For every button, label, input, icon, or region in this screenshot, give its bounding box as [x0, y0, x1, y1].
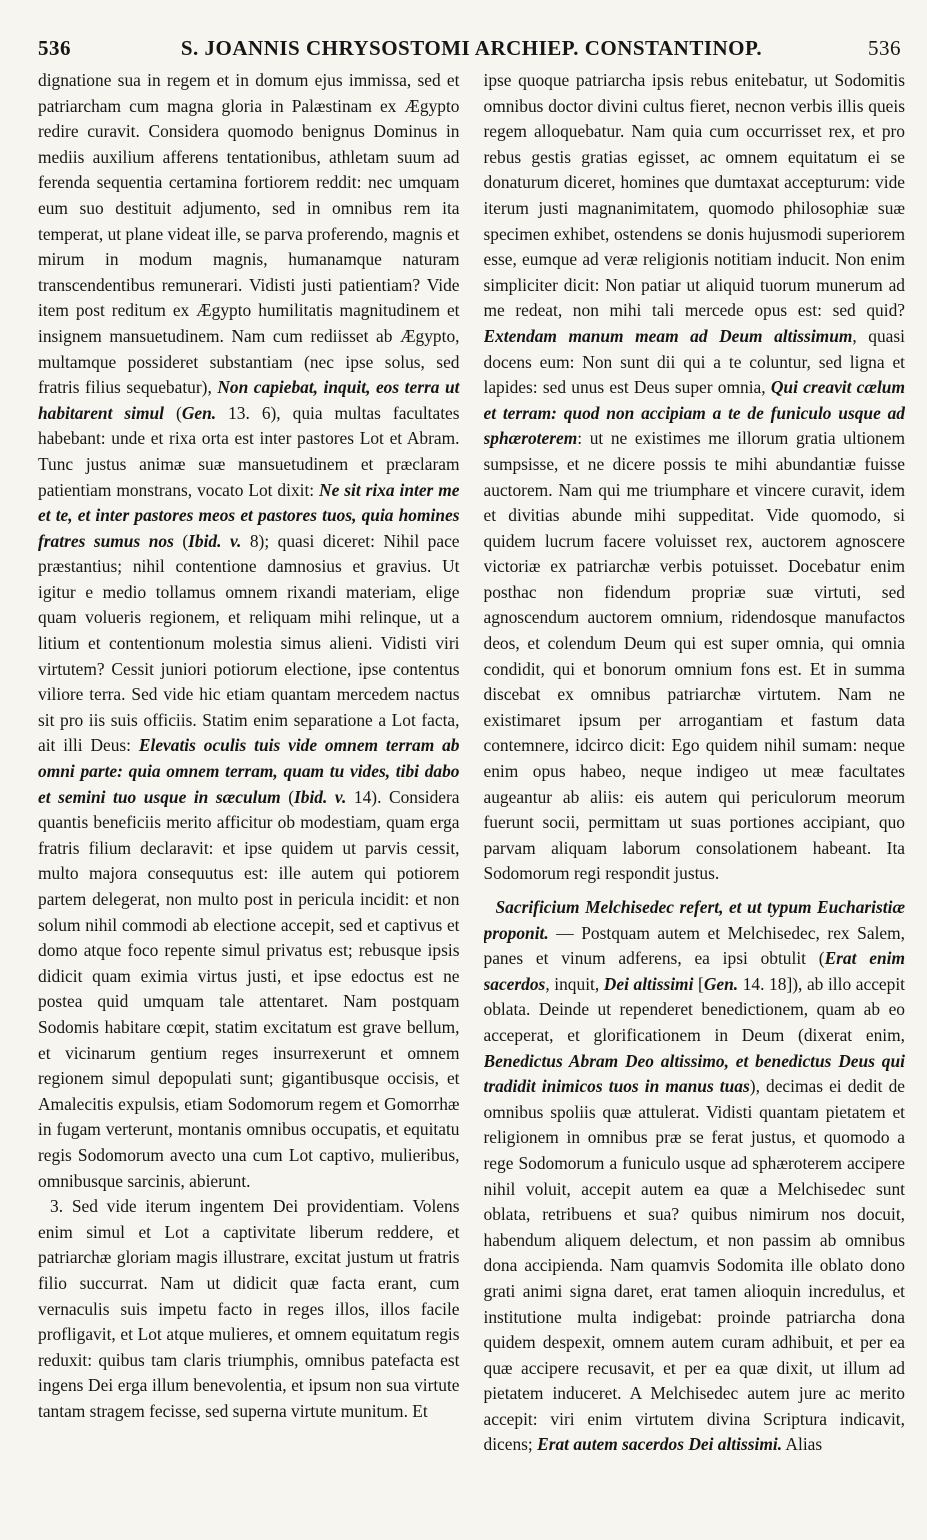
italic-quote: Gen. [703, 973, 739, 994]
italic-quote: Non capiebat, inquit, eos terra ut habitarent simul [38, 377, 460, 423]
italic-quote: Sacrificium Melchisedec refert, et ut typum Eucharistiæ proponit. [483, 897, 905, 943]
text-run: , inquit, [545, 973, 604, 994]
text-run: dignatione sua in regem et in domum ejus immissa, sed et patriarcham cum magna gloria in Palæstinam ex Ægypto redire curavit. Considera quomodo benignus Dominus in mediis auxilium afferens tentationibus, athletam suum ad ferenda sequentia certamina fortiorem reddit: nec umquam eum suo destituit adjumento, sed in omnibus rem ita temperat, ut plane videat ille, se parva proferendo, magnis et mirum in modum magnis, humanamque naturam transcendentibus remunerari. Vidisti justi patientiam? Vide item post reditum ex Ægypto humilitatis magnitudinem et insignem mansuetudinem. Nam cum rediisset ab Ægypto, multamque possideret substantiam (nec ipse solus, sed fratris filius sequebatur), [38, 70, 460, 398]
text-run: : ut ne existimes me illorum gratia ultionem sumpsisse, et ne dicere possis te mihi abundantiæ fuisse auctorem. Nam qui me triumphare et vincere curavit, idem et divitias abunde mihi suppeditat. Vide quomodo, si quidem lucrum facere voluisset rex, auctorem agnoscere victoriæ ex patriarchæ verbis potuisset. Docebatur enim posthac non fidendum propriæ suæ virtuti, sed agnoscendum auctorem omnium, ridendosque manufactos deos, et colendum Deum qui est super omnia, qui omnia condidit, qui et bonorum omnium fons est. Et in summa discebat ex omnibus patriarchæ virtutem. Nam ne existimaret ipsum per arrogantiam et fastum data contemnere, idcirco dicit: Ego quidem nihil sumam: neque enim opus habeo, neque indigeo ut meæ facultates augeantur ab aliis: eis autem qui periculorum meorum fuerunt socii, permittam ut suas portiones accipiant, quo parvam aliquam laborum consolationem habeant. Ita Sodomorum regi respondit justus. [483, 428, 905, 884]
italic-quote: Benedictus Abram Deo altissimo, et benedictus Deus qui tradidit inimicos tuos in manus tuas [483, 1050, 905, 1097]
text-run: ( [280, 786, 295, 807]
text-run: 13. 6), quia multas facultates habebant: unde et rixa orta est inter pastores Lot et Abram. Tunc justus animæ suæ mansuetudinem et præclaram patientiam monstrans, vocato Lot dixit: [38, 402, 460, 500]
text-run: ipse quoque patriarcha ipsis rebus enitebatur, ut Sodomitis omnibus doctor divini cultus fieret, necnon verbis illis queis regem alloquebatur. Nam quia cum occurrisset rex, et pro rebus gestis gratias egisset, ac omnem equitatum ei se donaturum diceret, homines que dumtaxat accepturum: vide iterum justi magnanimitatem, quomodo philosophiæ suæ specimen exhibet, ostendens se donis hujusmodi superiorem esse, eumque ad veræ religionis notitiam inducit. Non enim simpliciter dicit: Non patiar ut aliquid tuorum munerum ad me redeat, non mihi tali mercede opus est: sed quid? [483, 70, 905, 321]
text-run: Alias [782, 1434, 823, 1455]
paragraph [38, 1194, 460, 1424]
italic-quote: Elevatis oculis tuis vide omnem terram ab omni parte: quia omnem terram, quam tu vides, tibi dabo et semini tuo usque in sæculum [38, 735, 460, 807]
running-title: S. JOANNIS CHRYSOSTOMI ARCHIEP. CONSTANTINOP. [180, 36, 763, 60]
italic-quote: Gen. [181, 402, 217, 423]
text-run: ), decimas ei dedit de omnibus spoliis quæ attulerat. Vidisti quantam pietatem et religionem in omnibus præ se ferat justus, et quomodo a rege Sodomorum a funiculo usque ad sphæroterem accipere nihil voluit, accepit autem ea quæ a Melchisedec sunt oblata, retribuens et sua? quibus nimirum nos docuit, habendum aliquem delectum, et non passim ab omnibus dona accipienda. Nam quamvis Sodomita ille oblato dono grati animi signa daret, erat tamen alioquin incredulus, et institutione multa indigebat: proinde patriarcha dona quidem despexit, omnem autem curam adhibuit, et per ea quæ accipere recusavit, et per ea quæ dixit, ut illum ad pietatem induceret. A Melchisedec autem jure ac merito accepit: viri enim virtutem divina Scriptura indicavit, dicens; [483, 1076, 905, 1455]
italic-quote: Ibid. v. [294, 786, 347, 807]
italic-quote: Dei altissimi [603, 973, 694, 994]
text-run: ( [164, 402, 182, 423]
right-column [484, 68, 906, 1538]
italic-quote: Ibid. v. [188, 530, 242, 551]
italic-quote: Erat autem sacerdos Dei altissimi. [537, 1434, 783, 1455]
page-number-left: 536 [38, 36, 71, 60]
paragraph [484, 895, 906, 1458]
running-header [38, 36, 905, 66]
italic-quote: Erat enim sacerdos [483, 948, 905, 994]
left-column [38, 68, 460, 1538]
text-run: 14. 18]), ab illo accepit oblata. Deinde ut rependeret benedictionem, quam ab eo acceperat, et glorificationem in Deum (dixerat enim, [483, 973, 905, 1045]
text-run: 14). Considera quantis beneficiis merito afficitur ob modestiam, quam erga fratris filium declaravit: et ipse quidem ut parvis cessit, multo majora consequutus est: ille autem qui potiorem partem delegerat, non multo post in pericula incidit: et non solum nihil commodi ab electione accepit, sed et captivus et domo atque foco repente simul privatus est; rebusque ipsis didicit quam eximia virtus justi, et ipse edoctus est ne postea quid umquam tale attentaret. Nam postquam Sodomis habitare cœpit, statim excitatum est grave bellum, et vicinarum gentium reges insurrexerunt et omnem regionem simul depopulati sunt; gigantibusque occisis, et Amalecitis expulsis, etiam Sodomorum regem et Gomorrhæ in fugam verterunt, montanis omnibus occupatis, et equitatu regis Sodomorum avecto una cum Lot captivo, mulieribus, omnibusque sarcinis, abierunt. [38, 786, 460, 1191]
text-run: [ [693, 973, 704, 994]
italic-quote: Qui creavit cælum et terram: quod non accipiam a te de funiculo usque ad sphæroterem [483, 377, 905, 449]
text-run: , quasi docens eum: Non sunt dii qui a te coluntur, sed ligna et lapides: sed unus est Deus super omnia, [483, 325, 905, 398]
italic-quote: Ne sit rixa inter me et te, et inter pastores meos et pastores tuos, quia homines fratres sumus nos [38, 479, 460, 551]
paragraph [484, 68, 906, 887]
text-run: ( [173, 530, 189, 551]
text-run: 3. Sed vide iterum ingentem Dei providentiam. Volens enim simul et Lot a captivitate liberum reddere, et patriarchæ gloriam magis illustrare, excitat justum ut fratris filio succurrat. Nam ut didicit quæ facta erant, cum vernaculis suis impetu facto in reges illos, illos facile profligavit, et Lot atque mulieres, et omnem equitatum regis reduxit: quibus tam claris triumphis, omnibus patefacta est ingens Dei erga illum benevolentia, et ipsum non sua virtute tantam stragem fecisse, sed superna virtute munitum. Et [38, 1196, 460, 1421]
text-columns [38, 68, 905, 1538]
italic-quote: Extendam manum meam ad Deum altissimum [483, 325, 853, 346]
text-run: 8); quasi diceret: Nihil pace præstantius; nihil contentione damnosius et gravius. Ut igitur e medio tollamus omnem rixandi materiam, elige quam volueris regionem, et reliquam mihi relinque, ut a litium et contentionum molestia simus alieni. Vidisti viri virtutem? Cessit juniori potiorum electione, ipse contentus viliore terra. Sed vide hic etiam quantam mercedem nactus sit pro iis suis officiis. Statim enim separatione a Lot facta, ait illi Deus: [38, 530, 460, 756]
paragraph [38, 68, 460, 1194]
text-run: — Postquam autem et Melchisedec, rex Salem, panes et vinum adferens, ea ipsi obtulit ( [483, 922, 905, 969]
page-number-right: 536 [868, 36, 901, 60]
